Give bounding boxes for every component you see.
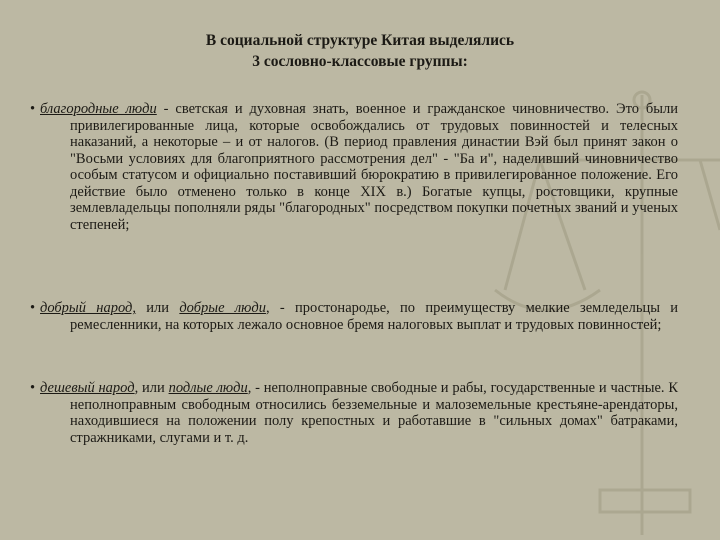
bullet-icon: • — [30, 380, 36, 396]
list-item-text — [40, 101, 679, 233]
term-good-people: добрый народ, — [40, 300, 137, 316]
title-line-2: 3 сословно-классовые группы: — [252, 53, 468, 70]
term-cheap-people: дешевый народ — [40, 380, 135, 396]
bullet-icon: • — [30, 300, 36, 316]
description-text: , - неполноправные свободные и рабы, государственные и частные. К неполноправным свободным относились безземельные и малоземельные крестьяне-арендаторы, находившиеся на положении полу крепостных и работавшие в "сильных домах" батраками, стражниками, слугами и т. д. — [70, 380, 678, 446]
list-item — [30, 380, 678, 446]
slide-title — [120, 30, 600, 72]
connector-text: , или — [134, 380, 169, 396]
list-item — [30, 101, 678, 233]
description-text: , - простонародье, по преимуществу мелкие земледельцы и ремесленники, на которых лежало основное бремя налоговых выплат и трудовых повинностей; — [70, 300, 678, 333]
bullet-icon: • — [30, 101, 36, 117]
title-line-1: В социальной структуре Китая выделялись — [205, 32, 515, 49]
term-good-folk: добрые люди — [179, 300, 266, 316]
term-noble-people: благородные люди — [40, 101, 157, 117]
term-base-people: подлые люди — [168, 380, 248, 396]
list-item-text — [40, 380, 678, 446]
list-item — [30, 300, 678, 333]
connector-text: или — [136, 300, 180, 316]
list-item-text — [40, 300, 678, 333]
description-text: - светская и духовная знать, военное и гражданское чиновничество. Это были привилегированные лица, которые освобождались от трудовых повинностей и телесных наказаний, а некоторые – и от налогов. (В период правления династии Вэй был принят закон о "Восьми условиях для благоприятного рассмотрения дел" - "Ба и", наделивший чиновничество особым статусом и официально поставивший бюрократию в привилегированное положение. Его действие было отменено только в конце XIX в.) Богатые купцы, ростовщики, крупные землевладельцы пополняли ряды "благородных" посредством покупки почетных званий и ученых степеней; — [70, 101, 679, 233]
